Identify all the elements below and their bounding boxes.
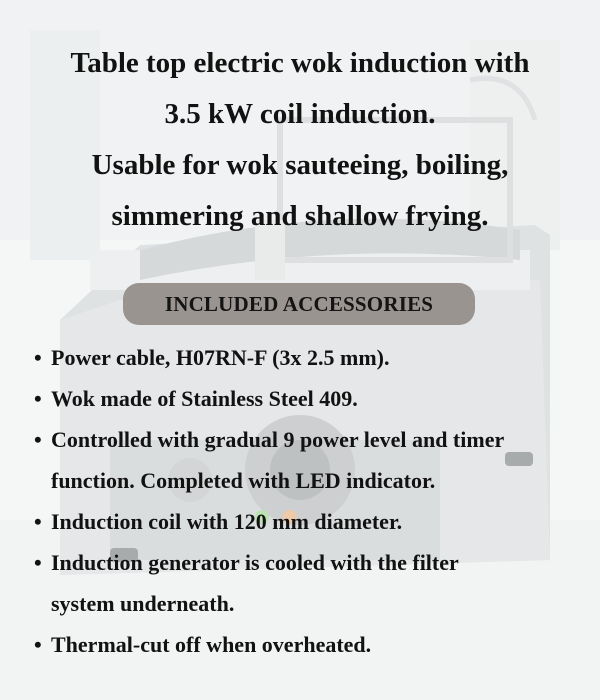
- headline-line: simmering and shallow frying.: [111, 200, 489, 232]
- list-item-text-continued: system underneath.: [51, 591, 235, 616]
- list-item: [34, 419, 594, 501]
- accessories-list: [34, 337, 594, 665]
- list-item: [34, 624, 594, 665]
- list-item-text: Power cable, H07RN-F (3x 2.5 mm).: [51, 345, 390, 370]
- list-item-text: Induction generator is cooled with the filter: [51, 550, 459, 575]
- list-item: [34, 337, 594, 378]
- bullet-icon: •: [34, 427, 42, 452]
- bullet-icon: •: [34, 550, 42, 575]
- headline-line: Usable for wok sauteeing, boiling,: [91, 149, 509, 181]
- bullet-icon: •: [34, 632, 42, 657]
- list-item-text: Thermal-cut off when overheated.: [51, 632, 372, 657]
- bullet-icon: •: [34, 345, 42, 370]
- list-item-text: Controlled with gradual 9 power level and timer: [51, 427, 505, 452]
- list-item-text-continued: function. Completed with LED indicator.: [51, 468, 436, 493]
- headline-line: Table top electric wok induction with: [70, 47, 530, 79]
- product-headline: [0, 38, 600, 242]
- list-item: [34, 501, 594, 542]
- list-item: [34, 378, 594, 419]
- headline-line: 3.5 kW coil induction.: [164, 98, 436, 130]
- list-item-text: Induction coil with 120 mm diameter.: [51, 509, 403, 534]
- list-item: [34, 542, 594, 624]
- accessories-section-title: [123, 283, 475, 325]
- list-item-text: Wok made of Stainless Steel 409.: [51, 386, 358, 411]
- bullet-icon: •: [34, 509, 42, 534]
- bullet-icon: •: [34, 386, 42, 411]
- accessories-title-text: INCLUDED ACCESSORIES: [164, 291, 434, 316]
